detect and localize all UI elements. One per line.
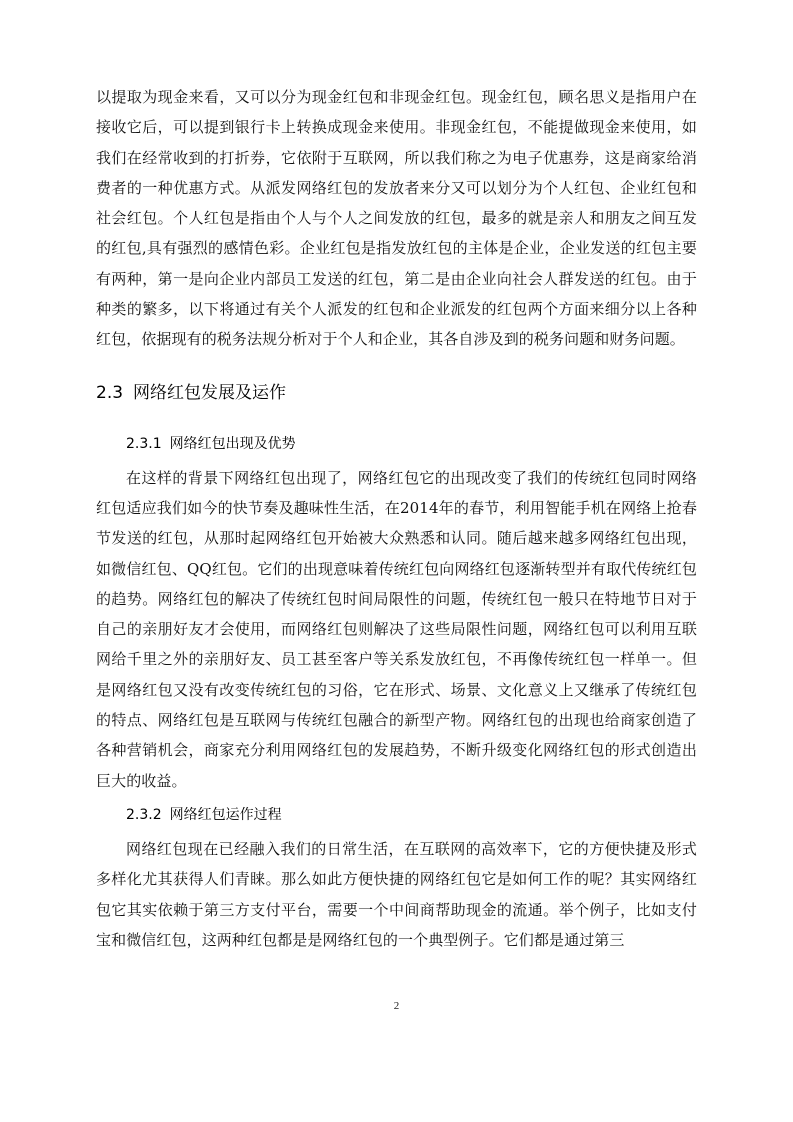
paragraph-red-packet-types: 以提取为现金来看，又可以分为现金红包和非现金红包。现金红包，顾名思义是指用户在接收它后，可以提到银行卡上转换成现金来使用。非现金红包，不能提做现金来使用，如我们在经常收到的打折券，它依附于互联网，所以我们称之为电子优惠券，这是商家给消费者的一种优惠方式。从派发网络红包的发放者来分又可以划分为个人红包、企业红包和社会红包。个人红包是指由个人与个人之间发放的红包，最多的就是亲人和朋友之间互发的红包,具有强烈的感情色彩。企业红包是指发放红包的主体是企业，企业发送的红包主要有两种，第一是向企业内部员工发送的红包，第二是由企业向社会人群发送的红包。由于种类的繁多，以下将通过有关个人派发的红包和企业派发的红包两个方面来细分以上各种红包，依据现有的税务法规分析对于个人和企业，其各自涉及到的税务问题和财务问题。 bbox=[96, 88, 697, 349]
page-number: 2 bbox=[393, 1000, 400, 1012]
subsection-heading-2-3-1 bbox=[96, 427, 697, 461]
document-page bbox=[96, 82, 697, 955]
paragraph-operation-process: 网络红包现在已经融入我们的日常生活，在互联网的高效率下，它的方便快捷及形式多样化尤其获得人们青睐。那么如此方便快捷的网络红包它是如何工作的呢？其实网络红包它其实依赖于第三方支付平台，需要一个中间商帮助现金的流通。举个例子，比如支付宝和微信红包，这两种红包都是是网络红包的一个典型例子。它们都是通过第三 bbox=[96, 839, 697, 949]
subsection-title: 网络红包出现及优势 bbox=[169, 435, 296, 452]
subsection-heading-2-3-2 bbox=[96, 798, 697, 832]
subsection-number: 2.3.2 bbox=[126, 806, 162, 823]
subsection-number: 2.3.1 bbox=[126, 435, 162, 452]
section-title: 网络红包发展及运作 bbox=[133, 382, 287, 403]
subsection-title: 网络红包运作过程 bbox=[169, 806, 282, 823]
paragraph-emergence-advantages: 在这样的背景下网络红包出现了，网络红包它的出现改变了我们的传统红包同时网络红包适应我们如今的快节奏及趣味性生活，在2014年的春节，利用智能手机在网络上抢春节发送的红包，从那时起网络红包开始被大众熟悉和认同。随后越来越多网络红包出现，如微信红包、QQ红包。它们的出现意味着传统红包向网络红包逐渐转型并有取代传统红包的趋势。网络红包的解决了传统红包时间局限性的问题，传统红包一般只在特地节日对于自己的亲朋好友才会使用，而网络红包则解决了这些局限性问题，网络红包可以利用互联网给千里之外的亲朋好友、员工甚至客户等关系发放红包，不再像传统红包一样单一。但是网络红包又没有改变传统红包的习俗，它在形式、场景、文化意义上又继承了传统红包的特点、网络红包是互联网与传统红包融合的新型产物。网络红包的出现也给商家创造了各种营销机会，商家充分利用网络红包的发展趋势，不断升级变化网络红包的形式创造出巨大的收益。 bbox=[96, 468, 697, 790]
section-number: 2.3 bbox=[96, 382, 124, 403]
section-heading-2-3 bbox=[96, 373, 697, 413]
